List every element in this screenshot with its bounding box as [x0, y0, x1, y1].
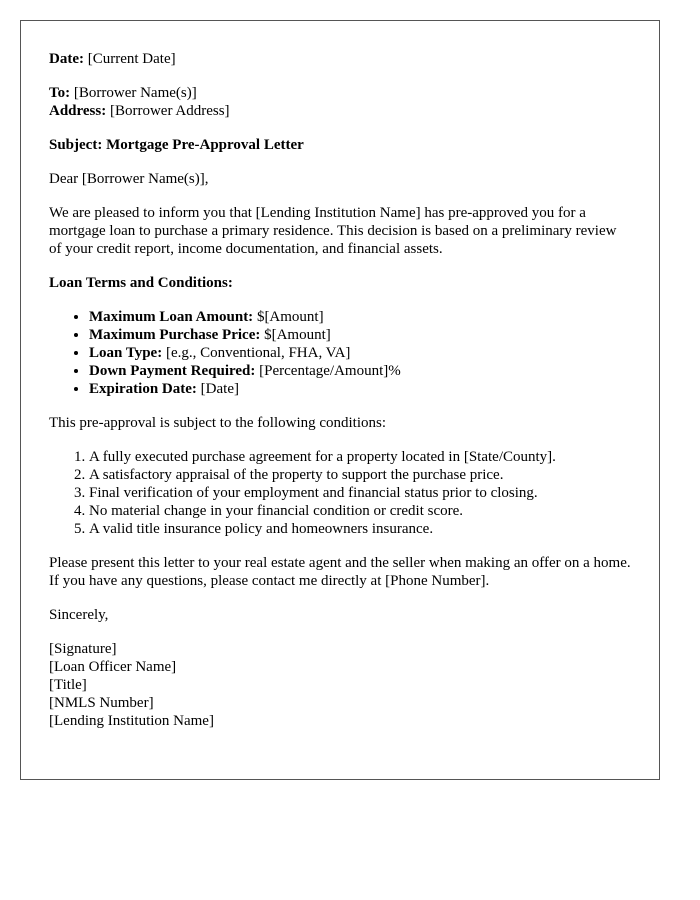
- conditions-intro: This pre-approval is subject to the following conditions:: [49, 415, 387, 431]
- address-label: Address:: [49, 103, 107, 119]
- subject-line: [49, 136, 631, 154]
- list-item: [89, 344, 631, 362]
- closing-paragraph: Please present this letter to your real estate agent and the seller when making an offer on a home. If you have any questions, please contact me directly at [Phone Number].: [49, 555, 631, 589]
- sign-off: Sincerely,: [49, 607, 109, 623]
- list-item: 4. No material change in your financial condition or credit score.: [89, 502, 631, 520]
- list-item: [89, 308, 631, 326]
- salutation: Dear [Borrower Name(s)],: [49, 171, 209, 187]
- term-label: Expiration Date:: [89, 381, 197, 397]
- term-label: Loan Type:: [89, 345, 163, 361]
- to-value: [Borrower Name(s)]: [70, 85, 197, 101]
- recipient-block: [49, 84, 631, 120]
- address-line: [49, 102, 631, 120]
- subject-text: Subject: Mortgage Pre-Approval Letter: [49, 137, 304, 153]
- signature-block: [49, 640, 631, 730]
- list-item: 1. A fully executed purchase agreement for a property located in [State/County].: [89, 448, 631, 466]
- title-line: [Title]: [49, 677, 87, 693]
- list-item: 5. A valid title insurance policy and homeowners insurance.: [89, 520, 631, 538]
- list-item: [89, 380, 631, 398]
- term-label: Maximum Purchase Price:: [89, 327, 261, 343]
- terms-list: [49, 308, 631, 398]
- address-value: [Borrower Address]: [106, 103, 230, 119]
- list-item: [89, 326, 631, 344]
- pre-approval-letter: [20, 20, 660, 780]
- term-value: [Percentage/Amount]%: [255, 363, 401, 379]
- date-value: [Current Date]: [83, 51, 176, 67]
- nmls-number: [NMLS Number]: [49, 695, 154, 711]
- conditions-list: [49, 448, 631, 538]
- term-value: [Date]: [196, 381, 239, 397]
- term-value: [e.g., Conventional, FHA, VA]: [162, 345, 351, 361]
- list-item: 3. Final verification of your employment and financial status prior to closing.: [89, 484, 631, 502]
- institution-name: [Lending Institution Name]: [49, 713, 214, 729]
- term-label: Down Payment Required:: [89, 363, 256, 379]
- date-label: Date:: [49, 51, 84, 67]
- terms-heading-text: Loan Terms and Conditions:: [49, 275, 233, 291]
- term-value: $[Amount]: [260, 327, 331, 343]
- to-label: To:: [49, 85, 71, 101]
- term-label: Maximum Loan Amount:: [89, 309, 254, 325]
- list-item: [89, 362, 631, 380]
- loan-officer-name: [Loan Officer Name]: [49, 659, 177, 675]
- signature-line: [Signature]: [49, 641, 117, 657]
- terms-heading: [49, 274, 631, 292]
- list-item: 2. A satisfactory appraisal of the property to support the purchase price.: [89, 466, 631, 484]
- intro-paragraph: We are pleased to inform you that [Lending Institution Name] has pre-approved you for a mortgage loan to purchase a primary residence. This decision is based on a preliminary review of your credit report, income documentation, and financial assets.: [49, 205, 617, 257]
- date-line: [49, 50, 631, 68]
- to-line: [49, 84, 631, 102]
- term-value: $[Amount]: [253, 309, 324, 325]
